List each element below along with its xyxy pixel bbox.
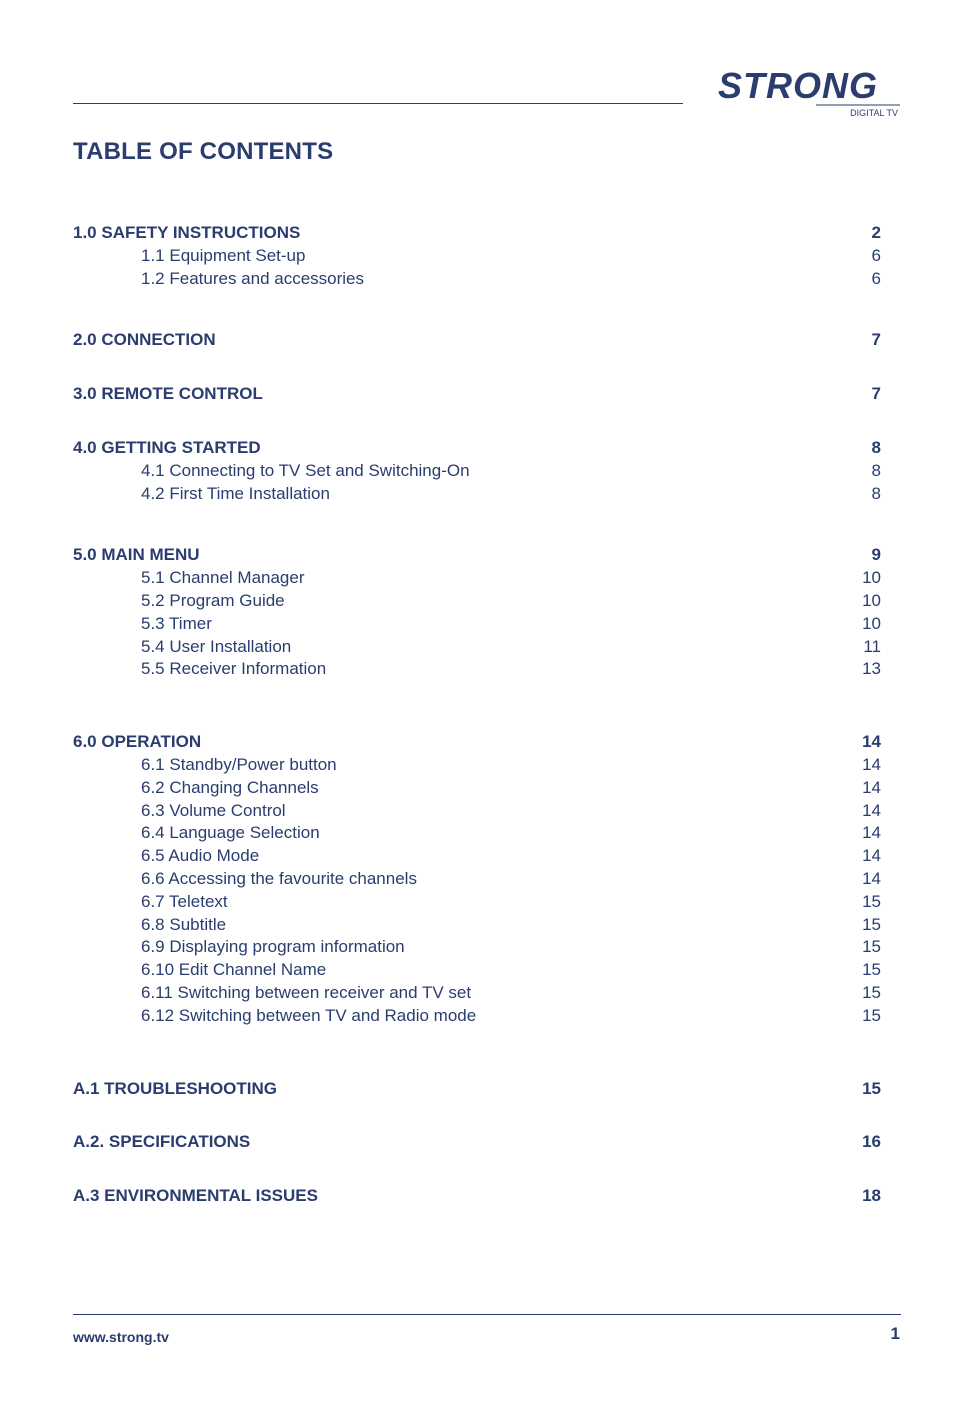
toc-subentry-label: 6.6 Accessing the favourite channels bbox=[141, 868, 417, 888]
toc-subentry-page: 6 bbox=[871, 268, 881, 288]
logo-text: STRONG bbox=[718, 65, 879, 106]
toc-entry-main[interactable] bbox=[73, 437, 881, 460]
toc-entry-sub[interactable] bbox=[73, 822, 881, 845]
toc-subentry-label: 5.1 Channel Manager bbox=[141, 568, 305, 588]
toc-section bbox=[73, 1131, 881, 1154]
toc-section bbox=[73, 437, 881, 505]
toc-entry-main[interactable] bbox=[73, 731, 881, 754]
toc-entry-sub[interactable] bbox=[73, 777, 881, 800]
toc-subentry-page: 14 bbox=[862, 823, 881, 843]
toc-entry-page: 16 bbox=[862, 1132, 881, 1152]
toc-entry-sub[interactable] bbox=[73, 268, 881, 291]
toc-section bbox=[73, 544, 881, 681]
table-of-contents bbox=[73, 222, 881, 1208]
toc-section bbox=[73, 731, 881, 1027]
toc-entry-label: 3.0 REMOTE CONTROL bbox=[73, 384, 263, 404]
toc-subentry-label: 6.9 Displaying program information bbox=[141, 937, 405, 957]
toc-entry-page: 2 bbox=[871, 223, 881, 242]
toc-section bbox=[73, 1185, 881, 1208]
toc-entry-sub[interactable] bbox=[73, 636, 881, 659]
toc-entry-main[interactable] bbox=[73, 1078, 881, 1101]
toc-subentry-label: 6.12 Switching between TV and Radio mode bbox=[141, 1005, 477, 1025]
toc-subentry-page: 8 bbox=[871, 483, 881, 503]
toc-entry-sub[interactable] bbox=[73, 891, 881, 914]
toc-entry-page: 9 bbox=[871, 545, 881, 565]
toc-subentry-label: 6.1 Standby/Power button bbox=[141, 754, 337, 774]
toc-entry-sub[interactable] bbox=[73, 936, 881, 959]
toc-subentry-label: 6.10 Edit Channel Name bbox=[141, 960, 327, 980]
toc-section bbox=[73, 383, 881, 406]
toc-subentry-page: 14 bbox=[862, 754, 881, 774]
toc-entry-sub[interactable] bbox=[73, 982, 881, 1005]
toc-entry-main[interactable] bbox=[73, 222, 881, 245]
toc-subentry-page: 15 bbox=[862, 914, 881, 934]
toc-entry-label: 4.0 GETTING STARTED bbox=[73, 437, 261, 457]
toc-subentry-label: 5.2 Program Guide bbox=[141, 590, 285, 610]
toc-entry-sub[interactable] bbox=[73, 483, 881, 506]
toc-subentry-label: 6.7 Teletext bbox=[141, 891, 228, 911]
toc-section bbox=[73, 329, 881, 352]
toc-subentry-label: 5.4 User Installation bbox=[141, 636, 292, 656]
toc-subentry-page: 10 bbox=[862, 590, 881, 610]
toc-entry-sub[interactable] bbox=[73, 567, 881, 590]
toc-entry-sub[interactable] bbox=[73, 658, 881, 681]
toc-entry-label: 5.0 MAIN MENU bbox=[73, 545, 200, 565]
toc-entry-main[interactable] bbox=[73, 1131, 881, 1154]
toc-subentry-page: 15 bbox=[862, 937, 881, 957]
toc-entry-page: 7 bbox=[871, 330, 881, 350]
toc-entry-page: 8 bbox=[871, 437, 881, 457]
header-rule bbox=[73, 103, 683, 104]
toc-subentry-label: 6.5 Audio Mode bbox=[141, 846, 260, 866]
page-title: TABLE OF CONTENTS bbox=[73, 138, 334, 165]
toc-subentry-label: 1.1 Equipment Set-up bbox=[141, 245, 306, 265]
toc-subentry-label: 1.2 Features and accessories bbox=[141, 268, 365, 288]
toc-subentry-label: 6.3 Volume Control bbox=[141, 800, 286, 820]
toc-entry-sub[interactable] bbox=[73, 845, 881, 868]
toc-entry-page: 7 bbox=[871, 384, 881, 404]
toc-subentry-page: 15 bbox=[862, 982, 881, 1002]
toc-subentry-label: 6.4 Language Selection bbox=[141, 823, 320, 843]
toc-entry-label: 6.0 OPERATION bbox=[73, 732, 202, 752]
toc-entry-main[interactable] bbox=[73, 544, 881, 567]
toc-subentry-page: 11 bbox=[863, 636, 881, 656]
toc-entry-sub[interactable] bbox=[73, 590, 881, 613]
toc-subentry-page: 13 bbox=[862, 659, 881, 679]
toc-entry-main[interactable] bbox=[73, 1185, 881, 1208]
toc-entry-label: A.3 ENVIRONMENTAL ISSUES bbox=[73, 1186, 318, 1206]
toc-subentry-page: 6 bbox=[871, 245, 881, 265]
toc-entry-label: A.1 TROUBLESHOOTING bbox=[73, 1078, 278, 1098]
toc-entry-sub[interactable] bbox=[73, 800, 881, 823]
toc-subentry-page: 14 bbox=[862, 800, 881, 820]
footer-page-number: 1 bbox=[890, 1324, 900, 1343]
toc-subentry-page: 14 bbox=[862, 868, 881, 888]
toc-subentry-page: 15 bbox=[862, 960, 881, 980]
toc-subentry-label: 4.2 First Time Installation bbox=[141, 483, 330, 503]
logo-subtext: DIGITAL TV bbox=[850, 108, 898, 118]
toc-entry-sub[interactable] bbox=[73, 959, 881, 982]
toc-subentry-label: 6.11 Switching between receiver and TV set bbox=[141, 982, 472, 1002]
toc-entry-page: 14 bbox=[862, 732, 881, 752]
toc-entry-label: 1.0 SAFETY INSTRUCTIONS bbox=[73, 223, 301, 242]
toc-subentry-label: 5.3 Timer bbox=[141, 613, 212, 633]
toc-entry-page: 15 bbox=[862, 1078, 881, 1098]
toc-section bbox=[73, 222, 881, 290]
toc-entry-label: A.2. SPECIFICATIONS bbox=[73, 1132, 251, 1152]
toc-entry-sub[interactable] bbox=[73, 1005, 881, 1028]
toc-entry-sub[interactable] bbox=[73, 868, 881, 891]
toc-subentry-page: 14 bbox=[862, 777, 881, 797]
toc-subentry-page: 14 bbox=[862, 846, 881, 866]
toc-subentry-page: 10 bbox=[862, 568, 881, 588]
toc-subentry-label: 4.1 Connecting to TV Set and Switching-On bbox=[141, 460, 470, 480]
toc-entry-main[interactable] bbox=[73, 383, 881, 406]
toc-subentry-page: 15 bbox=[862, 891, 881, 911]
toc-subentry-label: 6.2 Changing Channels bbox=[141, 777, 319, 797]
toc-entry-sub[interactable] bbox=[73, 460, 881, 483]
strong-logo bbox=[716, 64, 902, 120]
footer-url[interactable]: www.strong.tv bbox=[73, 1329, 169, 1345]
toc-entry-sub[interactable] bbox=[73, 613, 881, 636]
toc-subentry-label: 5.5 Receiver Information bbox=[141, 659, 327, 679]
toc-entry-label: 2.0 CONNECTION bbox=[73, 330, 216, 350]
toc-entry-sub[interactable] bbox=[73, 754, 881, 777]
toc-subentry-page: 8 bbox=[871, 460, 881, 480]
toc-subentry-label: 6.8 Subtitle bbox=[141, 914, 227, 934]
toc-subentry-page: 10 bbox=[862, 613, 881, 633]
toc-subentry-page: 15 bbox=[862, 1005, 881, 1025]
toc-section bbox=[73, 1078, 881, 1101]
toc-entry-sub[interactable] bbox=[73, 245, 881, 268]
toc-entry-page: 18 bbox=[862, 1186, 881, 1206]
toc-entry-sub[interactable] bbox=[73, 914, 881, 937]
toc-entry-main[interactable] bbox=[73, 329, 881, 352]
footer-rule bbox=[73, 1314, 901, 1315]
